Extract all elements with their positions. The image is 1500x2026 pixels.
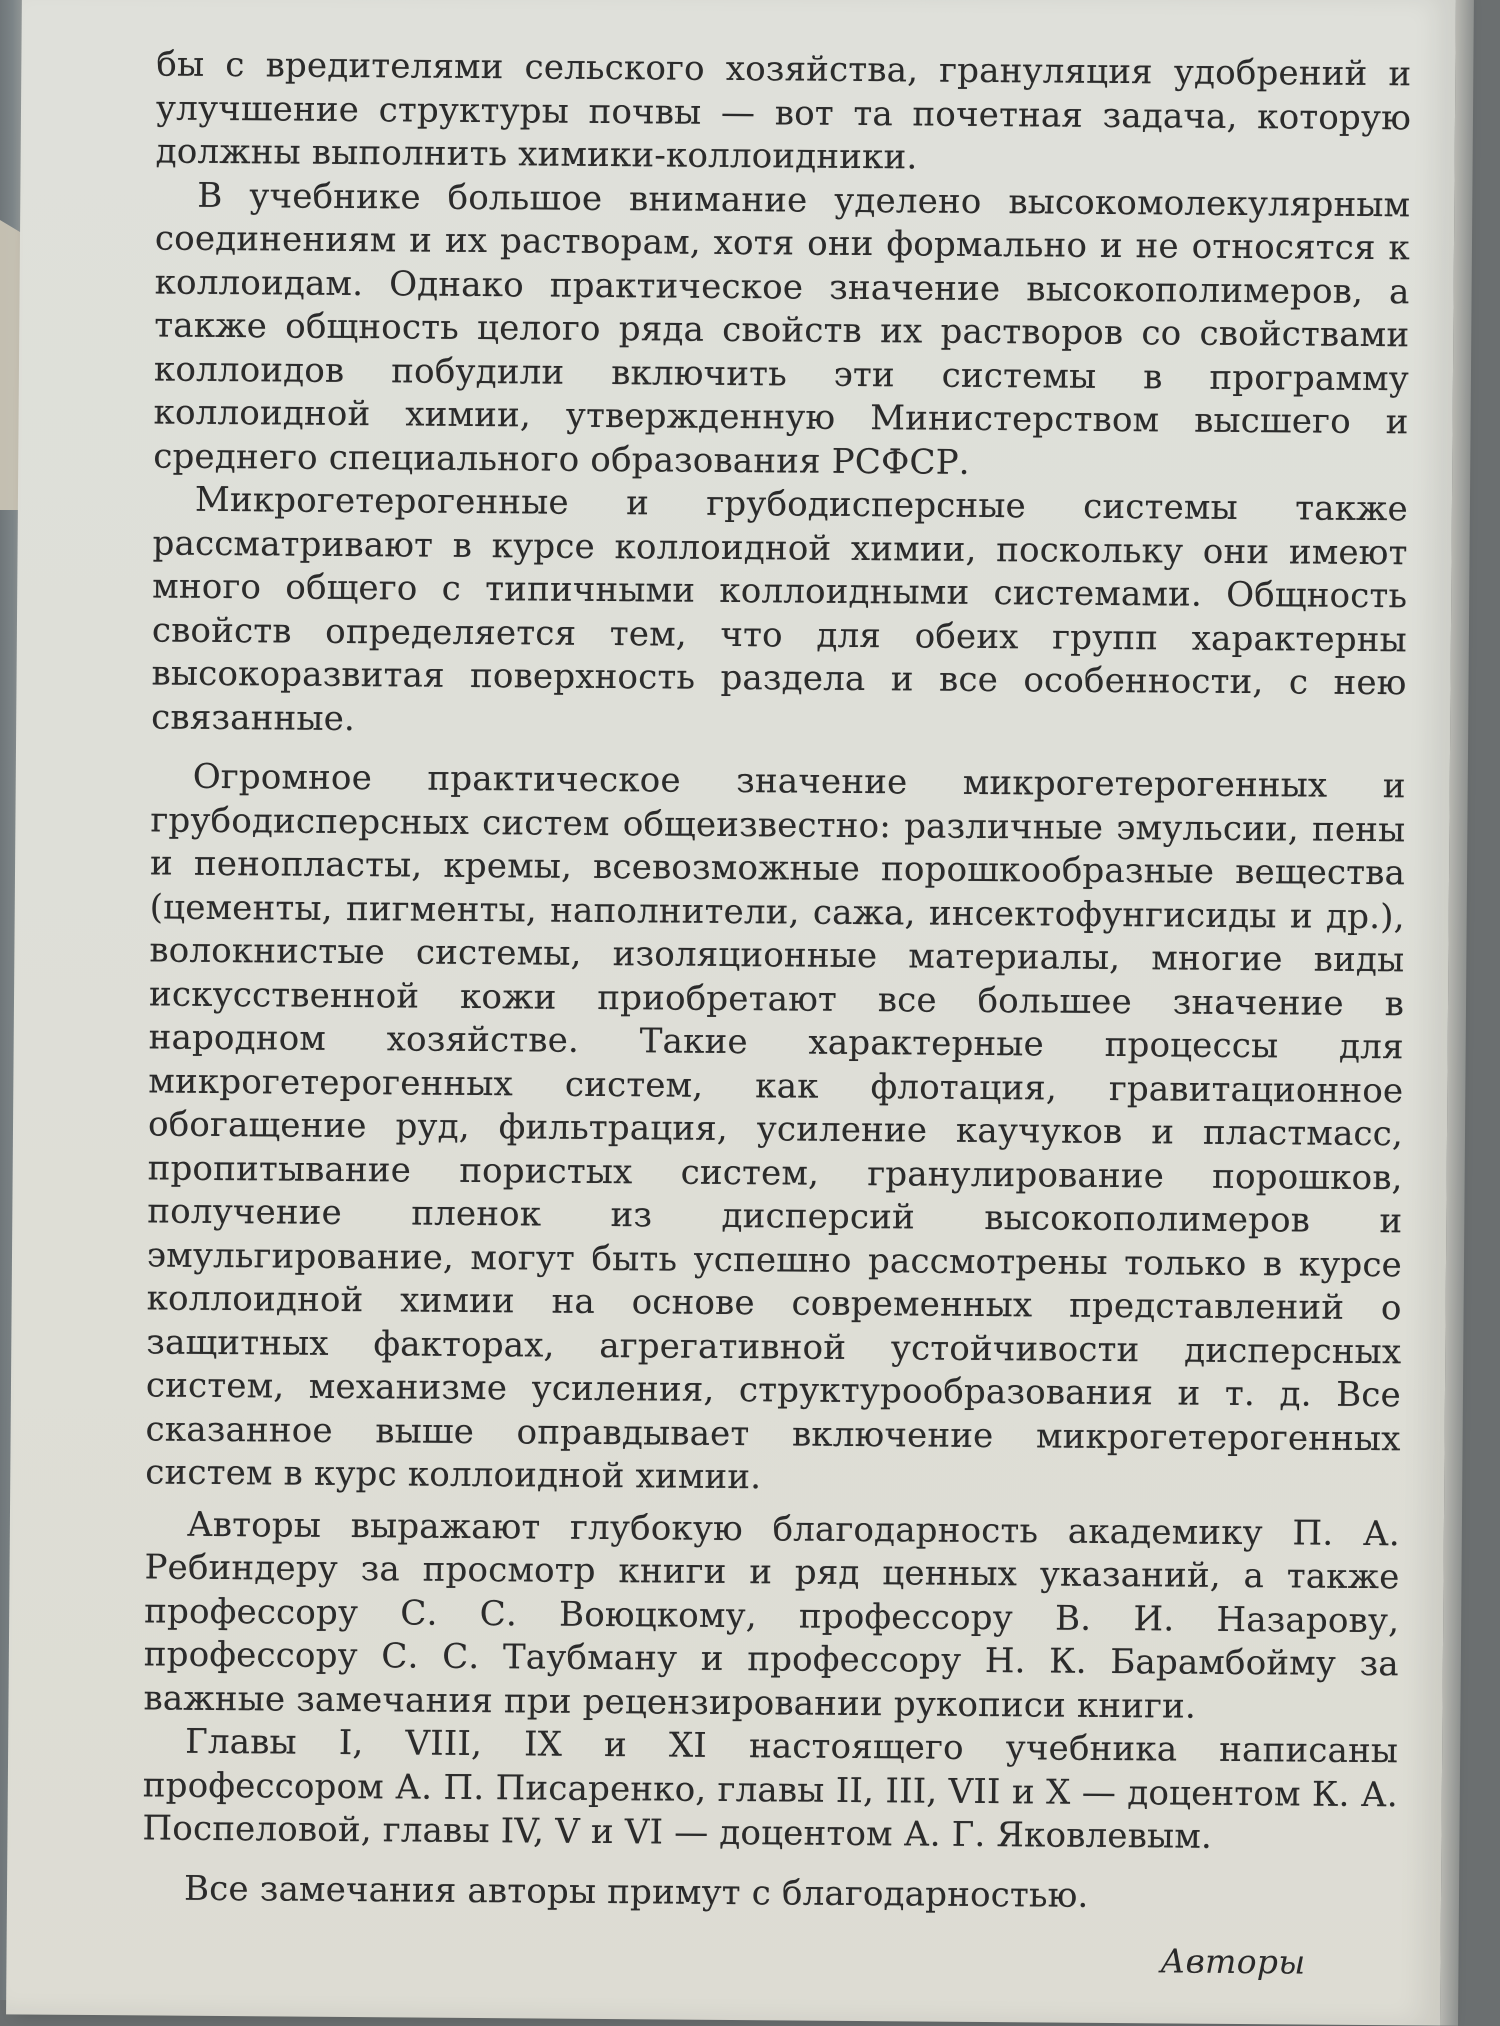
paragraph-2: В учебнике большое внимание уделено высокомолекулярным соединениям и их растворам, хотя они формально и не относятся к коллоидам. Однако практическое значение высокополимеров, а также общность целого ряда свойств их растворов со свойствами коллоидов побудили включить эти системы в программу коллоидной химии, утвержденную Министерством высшего и среднего специального образования РСФСР. (153, 175, 1411, 483)
book-page (6, 0, 1456, 2026)
paragraph-7: Все замечания авторы примут с благодарностью. (183, 1868, 1089, 1916)
page-text (142, 43, 1412, 1920)
paragraph-5: Авторы выражают глубокую благодарность академику П. А. Ребиндеру за просмотр книги и ряд ценных указаний, а также профессору С. С. Воюцкому, профессору В. И. Назарову, профессору С. С. Таубману и профессору Н. К. Барамбойму за важные замечания при рецензировании рукописи книги. (143, 1504, 1401, 1727)
paragraph-1: бы с вредителями сельского хозяйства, грануляция удобрений и улучшение структуры почвы — вот та почетная задача, которую должны выполнить химики-коллоидники. (155, 44, 1412, 178)
paragraph-3: Микрогетерогенные и грубодисперсные системы также рассматривают в курсе коллоидной химии, поскольку они имеют много общего с типичными коллоидными системами. Общность свойств определяется тем, что для обеих групп характерны высокоразвитая поверхность раздела и все особенности, с нею связанные. (151, 479, 1409, 739)
paragraph-6: Главы I, VIII, IX и XI настоящего учебника написаны профессором А. П. Писаренко, главы II, III, VII и X — доцентом К. А. Поспеловой, главы IV, V и VI — доцентом А. Г. Яковлевым. (142, 1721, 1399, 1857)
authors-signature: Авторы (1160, 1941, 1306, 1982)
paragraph-4: Огромное практическое значение микрогетерогенных и грубодисперсных систем общеизвестно: различные эмульсии, пены и пенопласты, кремы, всевозможные порошкообразные вещества (цементы, пигменты, наполнители, сажа, инсектофунгисиды и др.), волокнистые системы, изоляционные материалы, многие виды искусственной кожи приобретают все большее значение в народном хозяйстве. Такие характерные процессы для микрогетерогенных систем, как флотация, гравитационное обогащение руд, фильтрация, усиление каучуков и пластмасс, пропитывание пористых систем, гранулирование порошков, получение пленок из дисперсий высокополимеров и эмульгирование, могут быть успешно рассмотрены только в курсе коллоидной химии на основе современных представлений о защитных факторах, агрегативной устойчивости дисперсных систем, механизме усиления, структурообразования и т. д. Все сказанное выше оправдывает включение микрогетерогенных систем в курс коллоидной химии. (145, 756, 1406, 1498)
